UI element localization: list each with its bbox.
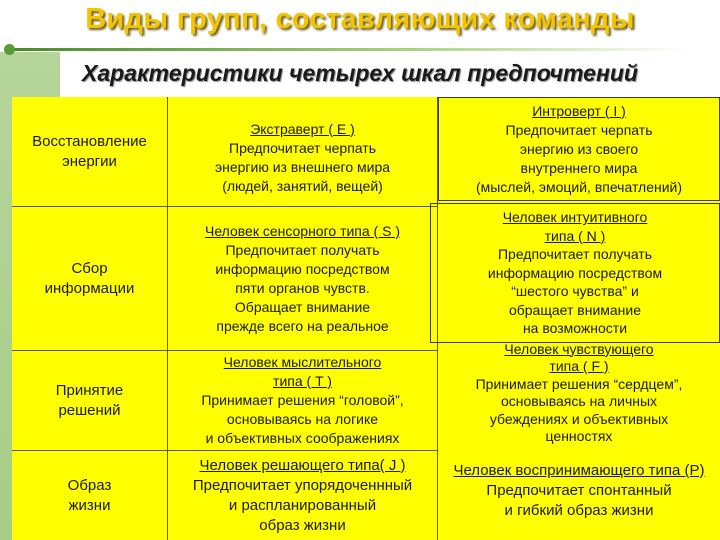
title-underline-dot (4, 44, 15, 55)
type-heading: Человек мыслительного (223, 354, 382, 370)
cell-feeling: Человек чувствующего типа ( F ) Принимает решения “сердцем”, основываясь на личных убеждениях и объективных ценностях (475, 341, 683, 444)
cell-judging: Человек решающего типа( J ) Предпочитает упорядоченнный и распланированный образ жизни (168, 451, 438, 540)
cell-thinking: Человек мыслительного типа ( T ) Принимает решения “головой”, основываясь на логике и объективных соображениях (168, 351, 438, 451)
type-heading: Человек сенсорного типа ( S ) (204, 222, 400, 239)
row-label-energy: Восстановление энергии (12, 97, 168, 207)
type-heading: Человек воспринимающего типа (P) (453, 462, 705, 479)
slide-subtitle: Характеристики четырех шкал предпочтений (82, 60, 638, 86)
cell-intuitive: Человек интуитивного типа ( N ) Предпочитает получать информацию посредством “шестого чувства” и обращает внимание на возможности (430, 203, 720, 343)
row-label-decisions: Принятие решений (12, 351, 168, 451)
cell-sensing: Человек сенсорного типа ( S ) Предпочитает получать информацию посредством пяти органов чувств. Обращает внимание прежде всего на реальное (168, 207, 438, 351)
cell-perceiving: Человек воспринимающего типа (P) Предпочитает спонтанный и гибкий образ жизни (453, 462, 705, 519)
type-heading: Человек чувствующего (504, 341, 654, 357)
type-heading: Интроверт ( I ) (532, 102, 626, 119)
cell-extravert: Экстраверт ( E ) Предпочитает черпать энергию из внешнего мира (людей, занятий, вещей) (168, 97, 438, 207)
title-underline (12, 48, 692, 51)
preferences-table (12, 97, 720, 540)
slide-title: Виды групп, составляющих команды (85, 3, 635, 35)
type-heading: Экстраверт ( E ) (250, 120, 355, 137)
type-heading: Человек решающего типа( J ) (199, 456, 406, 474)
type-heading: Человек интуитивного (502, 209, 648, 226)
row-label-lifestyle: Образ жизни (12, 451, 168, 540)
row-label-information: Сбор информации (12, 207, 168, 351)
cell-introvert: Интроверт ( I ) Предпочитает черпать энергию из своего внутреннего мира (мыслей, эмоций, впечатлений) (438, 97, 720, 201)
